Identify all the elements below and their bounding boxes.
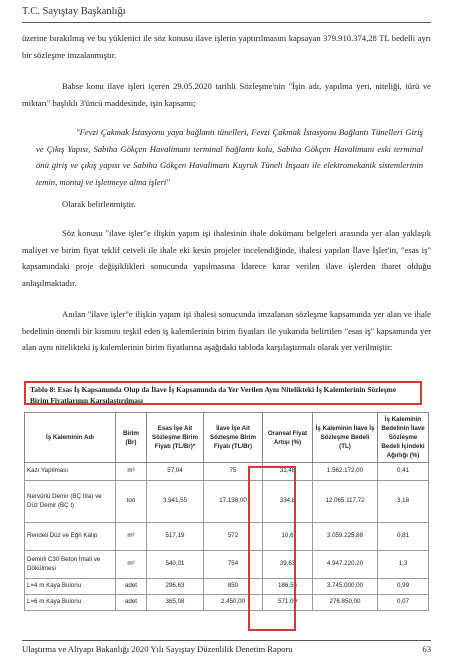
cell-unit: adet [116, 579, 147, 595]
cell-base-price: 540,01 [147, 551, 204, 579]
cell-unit: adet [116, 595, 147, 611]
cell-unit: m³ [116, 551, 147, 579]
cell-base-price: 517,19 [147, 523, 204, 551]
cell-additional-price: 850 [204, 579, 263, 595]
comparison-table [24, 412, 429, 611]
header-contract-value: İş Kaleminin İlave İş Sözleşme Bedeli (TL) [313, 413, 378, 463]
cell-increase: 571,09 [263, 595, 313, 611]
cell-base-price: 365,08 [147, 595, 204, 611]
cell-weight: 0,99 [378, 579, 429, 595]
cell-additional-price: 75 [204, 463, 263, 481]
paragraph-5: Anılan "ilave işler"e ilişkin yapım işi ihalesi sonucunda imzalanan sözleşme kapsamında yer alan ve ihale bedelinin önemli bir kısmını teşkil eden iş kalemlerinin birim fiyatları ile yukarıda belirtilen "esas iş" kapsamında yer alan aynı nitelikteki iş kalemlerinin birim fiyatlarına aşağıdaki tabloda karşılaştırmalı olarak yer verilmiştir: [22, 309, 431, 352]
cell-item-name: Rendeli Düz ve Eğri Kalıp [25, 523, 116, 551]
paragraph-2: Bahse konu ilave işleri içeren 29.05.2020 tarihli Sözleşme'nin "İşin adı, yapılma yeri, niteliği, türü ve miktarı" başlıklı 3'üncü maddesinde, işin kapsamı; [22, 81, 431, 108]
cell-base-price: 296,63 [147, 579, 204, 595]
cell-increase: 186,56 [263, 579, 313, 595]
cell-item-name: Demirli C30 Beton İmali ve Dökülmesi [25, 551, 116, 579]
cell-additional-price: 2.450,00 [204, 595, 263, 611]
cell-weight: 3,18 [378, 481, 429, 523]
table-row [25, 523, 429, 551]
cell-additional-price: 572 [204, 523, 263, 551]
cell-contract-value: 276.850,00 [313, 595, 378, 611]
cell-increase: 334,8 [263, 481, 313, 523]
table-row [25, 551, 429, 579]
cell-base-price: 3.941,55 [147, 481, 204, 523]
paragraph-4: Söz konusu "ilave işler"e ilişkin yapım işi ihalesinin ihale dokümanı belgeleri arasında yer alan yaklaşık maliyet ve birim fiyat teklif cetveli ile ihale eki kesin projeler incelendiğinde, ihalesi yapılan İlave İşler'in, "esas iş" kapsamındaki proje değişiklikleri sonucunda yapılmasına İdarece karar verilen ilave işlerden ibaret olduğu anlaşılmaktadır. [22, 228, 431, 288]
cell-item-name: L=4 m Kaya Bulonu [25, 579, 116, 595]
cell-item-name: Kazı Yapılması [25, 463, 116, 481]
cell-weight: 0,81 [378, 523, 429, 551]
cell-increase: 31,48 [263, 463, 313, 481]
cell-unit: m² [116, 523, 147, 551]
page-number: 63 [422, 644, 431, 654]
paragraph-3: Olarak belirlenmiştir. [62, 199, 136, 209]
cell-contract-value: 3.059.225,88 [313, 523, 378, 551]
cell-increase: 10,6 [263, 523, 313, 551]
cell-unit: m³ [116, 463, 147, 481]
table-caption: Tablo 8: Esas İş Kapsamında Olup da İlave İş Kapsamında da Yer Verilen Aynı Nitelikteki İş Kalemlerinin Sözleşme Birim Fiyatlarının Karşılaştırılması [24, 381, 422, 405]
header-unit: Birim (Br) [116, 413, 147, 463]
table-row [25, 481, 429, 523]
increase-column-highlight [248, 466, 296, 631]
contract-scope-quote: "Fevzi Çakmak İstasyonu yaya bağlantı tünelleri, Fevzi Çakmak İstasyonu Bağlantı Tünelleri Giriş ve Çıkış Yapısı, Sabiha Gökçen Havalimanı terminal bağlantı kolu, Sabiha Gökçen Havalimanı eski terminal önü giriş ve çıkış yapısı ve Sabiha Gökçen Havalimanı Kuyruk Tüneli İnşaatı ile elektromekanik sistemlerinin temin, montaj ve işletmeye alma işleri" [36, 127, 423, 187]
page-header: T.C. Sayıştay Başkanlığı [22, 6, 126, 17]
table-header-row [25, 413, 429, 463]
cell-item-name: L=6 m Kaya Bulonu [25, 595, 116, 611]
cell-base-price: 57,04 [147, 463, 204, 481]
cell-weight: 1,3 [378, 551, 429, 579]
cell-item-name: Nervürlü Demir (BÇ IIIa) ve Düz Demir (BÇ I) [25, 481, 116, 523]
paragraph-1: üzerine bırakılmış ve bu yüklenici ile söz konusu ilave işlerin yaptırılmasını kapsayan 379.910.374,28 TL bedelli ayrı bir sözleşme imzalanmıştır. [22, 33, 431, 60]
page-footer [22, 644, 431, 654]
footer-title: Ulaştırma ve Altyapı Bakanlığı 2020 Yılı Sayıştay Düzenlilik Denetim Raporu [22, 644, 293, 654]
cell-additional-price: 17.138,00 [204, 481, 263, 523]
header-rule [22, 22, 431, 23]
header-weight: İş Kaleminin Bedelinin İlave Sözleşme Bedeli İçindeki Ağırlığı (%) [378, 413, 429, 463]
header-base-price: Esas İşe Ait Sözleşme Birim Fiyatı (TL/Br)* [147, 413, 204, 463]
cell-increase: 39,63 [263, 551, 313, 579]
cell-contract-value: 4.947.220,20 [313, 551, 378, 579]
footer-rule [22, 640, 431, 641]
cell-weight: 0,07 [378, 595, 429, 611]
cell-additional-price: 754 [204, 551, 263, 579]
table-row [25, 595, 429, 611]
cell-contract-value: 3.745.000,00 [313, 579, 378, 595]
header-increase: Oransal Fiyat Artışı (%) [263, 413, 313, 463]
cell-contract-value: 12.065.117,72 [313, 481, 378, 523]
cell-weight: 0,41 [378, 463, 429, 481]
table-row [25, 579, 429, 595]
table-row [25, 463, 429, 481]
header-item-name: İş Kaleminin Adı [25, 413, 116, 463]
cell-contract-value: 1.562.172,00 [313, 463, 378, 481]
cell-unit: ton [116, 481, 147, 523]
header-additional-price: İlave İşe Ait Sözleşme Birim Fiyatı (TL/Br) [204, 413, 263, 463]
